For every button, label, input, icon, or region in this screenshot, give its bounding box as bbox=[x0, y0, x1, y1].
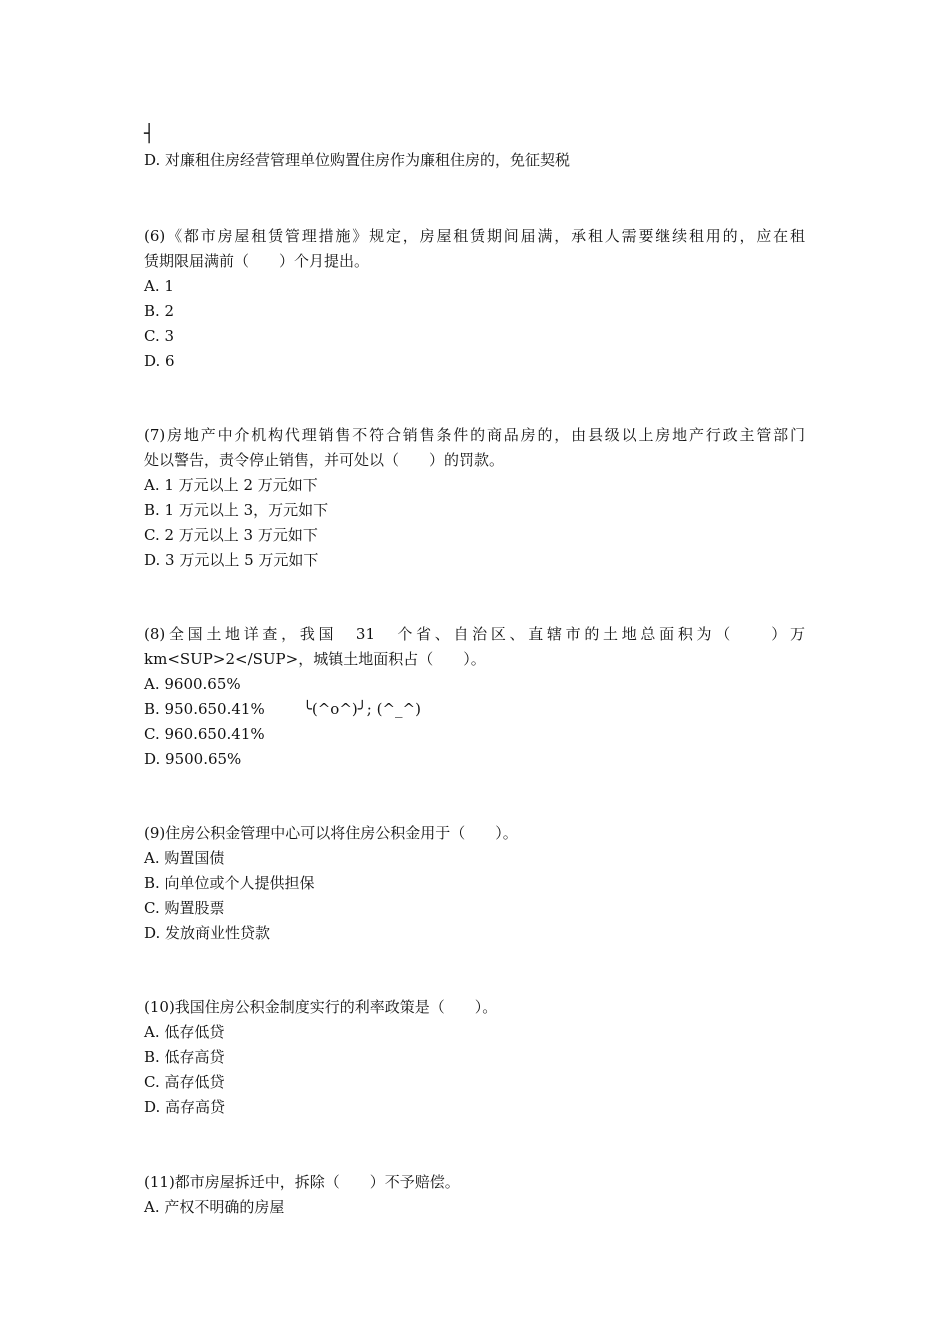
q8-option-d: D. 9500.65% bbox=[144, 750, 242, 768]
q11-stem: (11)都市房屋拆迁中，拆除（ ）不予赔偿。 bbox=[144, 1173, 460, 1191]
q7-stem-line1: (7)房地产中介机构代理销售不符合销售条件的商品房的，由县级以上房地产行政主管部门 bbox=[144, 426, 805, 444]
q10-option-d: D. 高存高贷 bbox=[144, 1098, 226, 1116]
q8-option-c: C. 960.650.41% bbox=[144, 725, 265, 743]
q6-stem-line1: (6)《都市房屋租赁管理措施》规定，房屋租赁期间届满，承租人需要继续租用的，应在租 bbox=[144, 227, 805, 245]
q7-option-b: B. 1 万元以上 3，万元如下 bbox=[144, 501, 329, 519]
q8-stem-line2: km<SUP>2</SUP>，城镇土地面积占（ ）。 bbox=[144, 650, 486, 668]
q7-stem-line2: 处以警告，责令停止销售，并可处以（ ）的罚款。 bbox=[144, 451, 505, 469]
q7-option-d: D. 3 万元以上 5 万元如下 bbox=[144, 551, 319, 569]
q10-option-b: B. 低存高贷 bbox=[144, 1048, 225, 1066]
q9-option-d: D. 发放商业性贷款 bbox=[144, 924, 271, 942]
top-mark: ┤ bbox=[144, 124, 155, 144]
q9-option-b: B. 向单位或个人提供担保 bbox=[144, 874, 315, 892]
q6-stem-line2: 赁期限届满前（ ）个月提出。 bbox=[144, 252, 370, 270]
q7-option-c: C. 2 万元以上 3 万元如下 bbox=[144, 526, 318, 544]
q10-option-a: A. 低存低贷 bbox=[144, 1023, 225, 1041]
q9-option-c: C. 购置股票 bbox=[144, 899, 225, 917]
q6-option-a: A. 1 bbox=[144, 277, 174, 295]
q6-option-b: B. 2 bbox=[144, 302, 175, 320]
q6-option-c: C. 3 bbox=[144, 327, 175, 345]
q7-option-a: A. 1 万元以上 2 万元如下 bbox=[144, 476, 318, 494]
q5-option-d: D. 对廉租住房经营管理单位购置住房作为廉租住房的，免征契税 bbox=[144, 151, 571, 169]
q6-option-d: D. 6 bbox=[144, 352, 175, 370]
q8-option-a: A. 9600.65% bbox=[144, 675, 241, 693]
q9-option-a: A. 购置国债 bbox=[144, 849, 225, 867]
q8-stem-line1: (8)全国土地详查，我国 31 个省、自治区、直辖市的土地总面积为（ ）万 bbox=[144, 625, 805, 643]
q10-option-c: C. 高存低贷 bbox=[144, 1073, 225, 1091]
q8-option-b: B. 950.650.41% ╰(^o^)╯; (^_^) bbox=[144, 700, 421, 718]
q10-stem: (10)我国住房公积金制度实行的利率政策是（ ）。 bbox=[144, 998, 498, 1016]
q11-option-a: A. 产权不明确的房屋 bbox=[144, 1198, 285, 1216]
q9-stem: (9)住房公积金管理中心可以将住房公积金用于（ ）。 bbox=[144, 824, 518, 842]
